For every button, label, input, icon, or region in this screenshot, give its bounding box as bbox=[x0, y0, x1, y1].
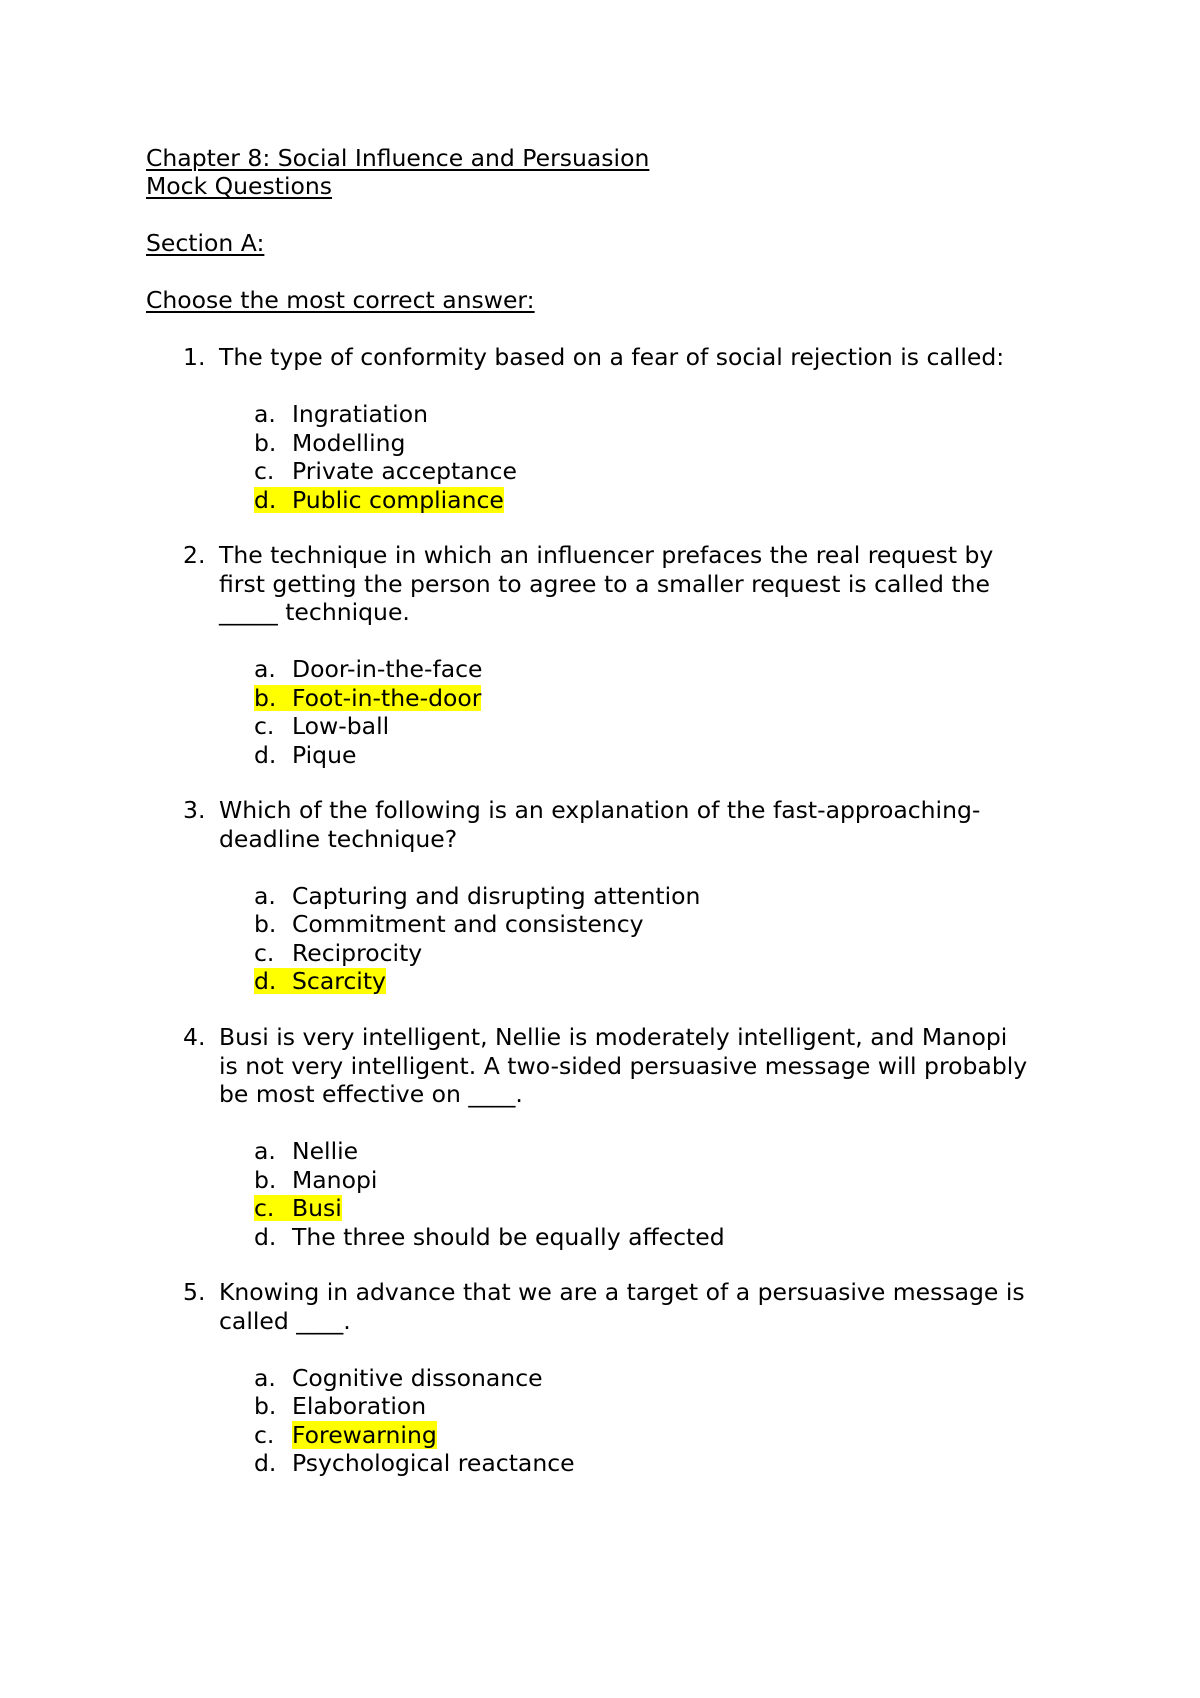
question-number: 2. bbox=[183, 541, 206, 569]
question-text-line: called ____. bbox=[219, 1306, 351, 1335]
option-letter: b. bbox=[254, 428, 277, 457]
question-number: 5. bbox=[183, 1278, 206, 1306]
question-number: 3. bbox=[183, 796, 206, 824]
question-number: 1. bbox=[183, 343, 206, 371]
question-text-line: The type of conformity based on a fear of social rejection is called: bbox=[219, 343, 1005, 371]
option-text: Nellie bbox=[292, 1137, 359, 1165]
option-text: Ingratiation bbox=[292, 400, 428, 428]
option-text: Private acceptance bbox=[292, 457, 517, 485]
document-title: Chapter 8: Social Influence and Persuasion bbox=[146, 144, 650, 172]
question-text-line: The technique in which an influencer prefaces the real request by bbox=[219, 541, 994, 569]
option-text: Scarcity bbox=[292, 967, 386, 995]
option-letter: c. bbox=[254, 1194, 275, 1222]
option-text: Public compliance bbox=[292, 485, 504, 514]
option-letter: a. bbox=[254, 400, 276, 428]
question-text-line: deadline technique? bbox=[219, 824, 458, 853]
option-text: Door-in-the-face bbox=[292, 655, 483, 683]
option-letter: b. bbox=[254, 1392, 277, 1420]
option-letter: a. bbox=[254, 655, 276, 683]
option-letter: d. bbox=[254, 1222, 277, 1251]
option-letter: c. bbox=[254, 457, 275, 485]
option-letter: d. bbox=[254, 485, 277, 514]
option-text: Foot-in-the-door bbox=[292, 683, 482, 712]
option-letter: d. bbox=[254, 1449, 277, 1477]
document-subtitle: Mock Questions bbox=[146, 172, 333, 200]
option-letter: b. bbox=[254, 910, 277, 938]
question-text-line: first getting the person to agree to a smaller request is called the bbox=[219, 569, 990, 598]
option-letter: d. bbox=[254, 740, 277, 769]
question-text-line: Knowing in advance that we are a target of a persuasive message is bbox=[219, 1278, 1025, 1306]
option-text: Forewarning bbox=[292, 1420, 437, 1449]
option-text: Commitment and consistency bbox=[292, 910, 644, 938]
question-number: 4. bbox=[183, 1023, 206, 1051]
option-text: Cognitive dissonance bbox=[292, 1363, 543, 1392]
instruction-text: Choose the most correct answer: bbox=[146, 286, 535, 314]
option-text: Modelling bbox=[292, 428, 406, 457]
option-letter: a. bbox=[254, 1137, 276, 1165]
option-text: Elaboration bbox=[292, 1392, 427, 1420]
option-letter: c. bbox=[254, 938, 275, 967]
option-text: Busi bbox=[292, 1194, 342, 1222]
question-text-line: Which of the following is an explanation of the fast-approaching- bbox=[219, 796, 981, 824]
option-letter: a. bbox=[254, 1363, 276, 1392]
question-text-line: Busi is very intelligent, Nellie is moderately intelligent, and Manopi bbox=[219, 1023, 1008, 1051]
option-letter: b. bbox=[254, 683, 277, 712]
option-letter: c. bbox=[254, 712, 275, 740]
section-heading: Section A: bbox=[146, 229, 265, 257]
option-text: Pique bbox=[292, 740, 357, 769]
option-text: Manopi bbox=[292, 1165, 378, 1194]
option-text: Capturing and disrupting attention bbox=[292, 881, 701, 910]
option-letter: d. bbox=[254, 967, 277, 995]
option-text: Reciprocity bbox=[292, 938, 423, 967]
question-text-line: _____ technique. bbox=[219, 598, 410, 626]
option-letter: c. bbox=[254, 1420, 275, 1449]
option-letter: b. bbox=[254, 1165, 277, 1194]
question-text-line: is not very intelligent. A two-sided persuasive message will probably bbox=[219, 1051, 1028, 1080]
option-letter: a. bbox=[254, 881, 276, 910]
option-text: Low-ball bbox=[292, 712, 390, 740]
option-text: The three should be equally affected bbox=[292, 1222, 725, 1251]
option-text: Psychological reactance bbox=[292, 1449, 575, 1477]
question-text-line: be most effective on ____. bbox=[219, 1080, 523, 1108]
